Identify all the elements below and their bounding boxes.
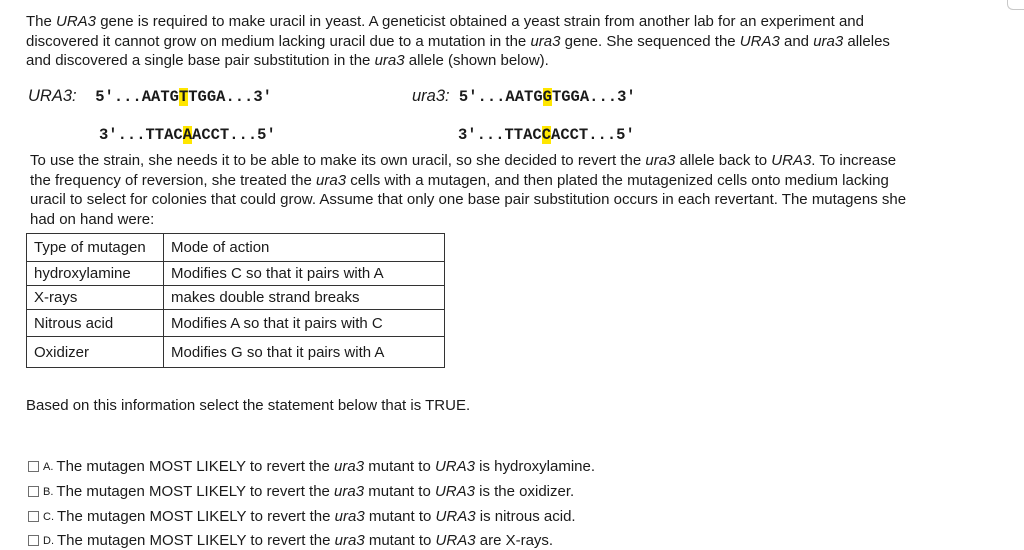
table-cell: hydroxylamine (27, 262, 164, 286)
ura3-mutant-top-strand: ura3: 5'...AATGGTGGA...3' (412, 87, 636, 106)
ura3-wildtype-label: URA3: (28, 87, 77, 105)
scroll-edge-indicator (1007, 0, 1024, 10)
table-row (27, 337, 445, 368)
highlighted-base: A (182, 126, 193, 144)
table-cell: X-rays (27, 286, 164, 310)
table-cell: Modifies G so that it pairs with A (164, 337, 445, 368)
checkbox[interactable] (28, 535, 39, 546)
option-a[interactable]: A. The mutagen MOST LIKELY to revert the ura3 mutant to URA3 is hydroxylamine. (28, 458, 595, 475)
mutagen-table (26, 233, 445, 368)
checkbox[interactable] (28, 486, 39, 497)
option-text: The mutagen MOST LIKELY to revert the ura3 mutant to URA3 is nitrous acid. (57, 508, 576, 525)
table-header-cell: Mode of action (164, 234, 445, 262)
table-cell: Modifies A so that it pairs with C (164, 310, 445, 337)
reversion-paragraph: To use the strain, she needs it to be able to make its own uracil, so she decided to revert the ura3 allele back to URA3. To increase the frequency of reversion, she treated the ura3 cells with a mutagen, and then plated the mutagenized cells onto medium lacking uracil to select for colonies that could grow. Assume that only one base pair substitution occurs in each revertant. The mutagens she had on hand were: (30, 152, 907, 228)
table-row (27, 262, 445, 286)
option-c[interactable]: C. The mutagen MOST LIKELY to revert the ura3 mutant to URA3 is nitrous acid. (28, 508, 576, 525)
highlighted-base: T (178, 88, 189, 106)
question-prompt: Based on this information select the statement below that is TRUE. (26, 397, 471, 414)
table-header-row (27, 234, 445, 262)
option-text: The mutagen MOST LIKELY to revert the ura3 mutant to URA3 are X-rays. (57, 532, 554, 549)
highlighted-base: G (542, 88, 552, 106)
ura3-mutant-label: ura3: (412, 87, 450, 105)
option-b[interactable]: B. The mutagen MOST LIKELY to revert the ura3 mutant to URA3 is the oxidizer. (28, 483, 574, 500)
intro-paragraph: The URA3 gene is required to make uracil in yeast. A geneticist obtained a yeast strain from another lab for an experiment and discovered it cannot grow on medium lacking uracil due to a mutation in the ura3 gene. She sequenced the URA3 and ura3 alleles and discovered a single base pair substitution in the ura3 allele (shown below). (26, 13, 890, 69)
option-d[interactable]: D. The mutagen MOST LIKELY to revert the ura3 mutant to URA3 are X-rays. (28, 532, 553, 549)
option-text: The mutagen MOST LIKELY to revert the ura3 mutant to URA3 is the oxidizer. (56, 483, 575, 500)
checkbox[interactable] (28, 461, 39, 472)
table-cell: Oxidizer (27, 337, 164, 368)
ura3-mutant-bottom-strand: 3'...TTACCACCT...5' (458, 126, 635, 144)
table-cell: makes double strand breaks (164, 286, 445, 310)
option-text: The mutagen MOST LIKELY to revert the ura3 mutant to URA3 is hydroxylamine. (56, 458, 596, 475)
table-row (27, 286, 445, 310)
highlighted-base: C (541, 126, 552, 144)
table-header-cell: Type of mutagen (27, 234, 164, 262)
checkbox[interactable] (28, 511, 39, 522)
table-row (27, 310, 445, 337)
table-cell: Modifies C so that it pairs with A (164, 262, 445, 286)
table-cell: Nitrous acid (27, 310, 164, 337)
ura3-wildtype-bottom-strand: 3'...TTACAACCT...5' (99, 126, 276, 144)
ura3-wildtype-top-strand: URA3: 5'...AATGTTGGA...3' (28, 87, 272, 106)
